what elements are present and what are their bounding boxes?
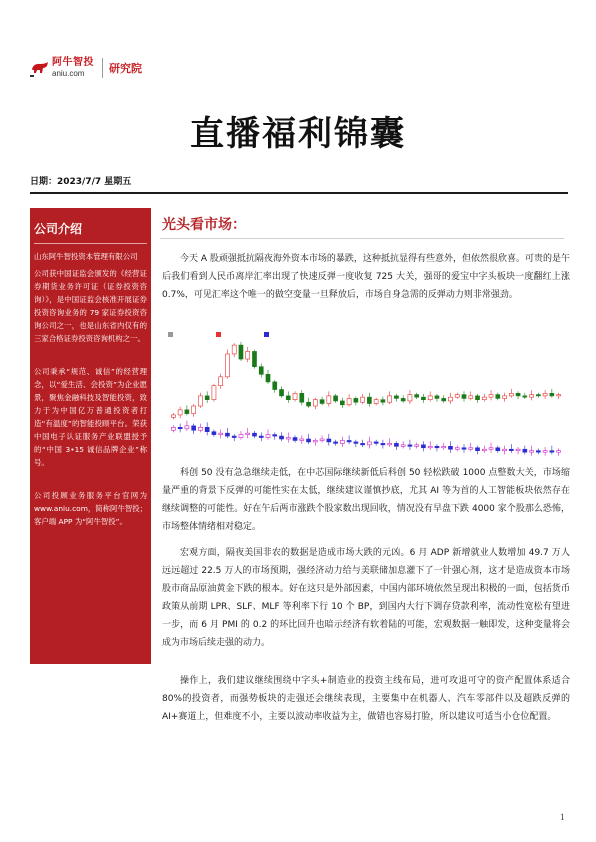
sector-candle: [212, 432, 216, 435]
index-candle: [219, 377, 223, 386]
main-section-header: [162, 214, 570, 239]
index-candle: [259, 367, 263, 375]
index-candle: [178, 410, 182, 415]
index-candle: [313, 400, 317, 406]
index-candle: [293, 393, 297, 399]
paragraph-market-overview: 今天 A 股顽强抵抗隔夜海外资本市场的暴跌，这种抵抗显得有些意外，但依然很欣喜。可贵的是午后我们看到人民币离岸汇率出现了快速反弹一度收复 725 大关，强哥的爱宝中字头板块一度翻红上涨 0.7%，可见汇率这个唯一的做空变量一旦释放后，市场自身急需的反弹动力则非常强劲。: [162, 254, 570, 300]
sector-candle: [509, 449, 513, 450]
sector-candle: [232, 436, 236, 437]
paragraph-operation: 操作上，我们建议继续围绕中字头+制造业的投资主线布局，进可攻退可守的资产配置体系适合 80%的投资者，而强势板块的走强还会继续表现，主要集中在机器人、汽车零部件以及超跌反弹的 AI+赛道上，但难度不小，主要以波动率收益为主，做错也容易打脸，所以建议可适当小仓位配置。: [162, 676, 570, 722]
index-candle: [334, 396, 338, 401]
index-candle: [374, 400, 378, 404]
sector-candle: [354, 442, 358, 443]
index-candle: [550, 393, 554, 396]
brand-domain: aniu.com: [52, 69, 85, 78]
index-candle: [320, 400, 324, 404]
sidebar-heading: 公司介绍: [34, 222, 83, 236]
index-candle: [266, 374, 270, 382]
market-chart: [162, 328, 570, 460]
sector-candle: [178, 427, 182, 428]
index-candle: [475, 396, 479, 400]
index-candle: [185, 410, 189, 414]
index-candle: [354, 398, 358, 402]
index-candle: [300, 393, 304, 402]
index-candle: [388, 396, 392, 402]
index-candle: [455, 395, 459, 398]
sector-candle: [171, 427, 175, 430]
index-candle: [286, 396, 290, 400]
sector-candle: [347, 440, 351, 441]
sector-candle: [469, 448, 473, 449]
sector-candle: [448, 446, 452, 449]
sector-candle: [361, 443, 365, 444]
sector-candle: [273, 435, 277, 436]
index-candle: [482, 397, 486, 400]
index-candle: [212, 386, 216, 400]
sector-candle: [489, 448, 493, 449]
sector-candle: [536, 451, 540, 452]
sidebar-philosophy-text: 公司秉承“规范、诚信”的经营理念，以“爱生活、会投资”为企业愿景，聚焦金融科技及智能投资，致力于为中国亿万普通投资者打造“有温度”的智能投顾平台。荣获中国电子认证服务产业联盟授予的“中国 3•15 诚信品牌企业”称号。: [34, 367, 147, 467]
report-header: [30, 58, 570, 98]
index-candle: [489, 395, 493, 398]
sector-candle: [239, 435, 243, 438]
sector-candle: [259, 436, 263, 437]
index-candle: [516, 393, 520, 396]
index-candle: [421, 397, 425, 400]
sector-candle: [205, 427, 209, 431]
index-candle: [415, 395, 419, 398]
sector-candle: [307, 439, 311, 442]
sector-candle: [279, 436, 283, 439]
sector-candle: [401, 445, 405, 446]
index-candle: [340, 401, 344, 405]
sidebar-company-name: 山东阿牛智投资本管理有限公司: [34, 252, 138, 261]
sector-candle: [340, 440, 344, 443]
sector-candle: [334, 442, 338, 443]
sector-candle: [185, 426, 189, 429]
sector-candle: [482, 449, 486, 450]
sector-candle: [455, 448, 459, 449]
legend-swatch: [264, 332, 269, 337]
sector-candle: [462, 448, 466, 449]
sector-candle: [523, 449, 527, 452]
sector-candle: [320, 439, 324, 440]
index-candle: [232, 345, 236, 354]
paragraph-macro: 宏观方面，隔夜美国非农的数据是造成市场大跌的元凶。6 月 ADP 新增就业人数增加 49.7 万人远远超过 22.5 万人的市场预期，强经济动力给与美联储加息灌下了一针强心剂，这才是造成资本市场股市商品原油黄金下跌的根本。好在这只是外部因素，中国内部环境依然呈现出积极的一面，包括货币政策从前期 LPR、SLF、MLF 等利率下行 10 个 BP，到国内大行下调存贷款利率，流动性宽松有望进一步，而 6 月 PMI 的 0.2 的环比回升也暗示经济有软着陆的可能，宏观数据一触即发，这种变量将会成为市场后续走强的动力。: [162, 548, 570, 648]
institute-label: 研究院: [109, 62, 142, 75]
index-candle: [171, 415, 175, 418]
sector-candle: [421, 445, 425, 448]
index-candle: [279, 390, 283, 396]
legend-swatch: [216, 332, 221, 337]
index-candle: [503, 396, 507, 399]
sector-candle: [435, 446, 439, 447]
sector-candle: [367, 442, 371, 445]
index-candle: [523, 396, 527, 397]
index-candle: [192, 406, 196, 414]
sector-candle: [252, 433, 256, 436]
sector-candle: [442, 446, 446, 447]
index-candle: [543, 393, 547, 396]
section-title: 光头看市场：: [162, 217, 246, 233]
index-candle: [205, 396, 209, 400]
header-divider: [102, 58, 103, 78]
index-candle: [347, 398, 351, 404]
report-title: 直播福利锦囊: [190, 114, 406, 154]
candlestick-chart: [162, 328, 570, 460]
index-candle: [408, 395, 412, 401]
sector-candle: [219, 433, 223, 434]
sector-candle: [286, 438, 290, 439]
sidebar-platform-text: 公司投顾业务服务平台官网为 www.aniu.com，简称阿牛智投；客户端 APP 为“阿牛智投”。: [34, 491, 148, 526]
sector-candle: [496, 448, 500, 451]
index-candle: [327, 396, 331, 404]
legend-swatch: [168, 332, 173, 337]
bull-logo-icon: [30, 59, 50, 77]
index-candle: [557, 395, 561, 396]
sidebar-license-text: 公司获中国证监会颁发的《经营证券期货业务许可证（证券投资咨询）》，是中国证监会核准开展证券投资咨询业务的 79 家证券投资咨询公司之一，也是山东省内仅有的三家合格证券投资咨询机构之一。: [34, 269, 147, 343]
sector-candle: [530, 451, 534, 452]
paragraph-star50: 科创 50 没有急急继续走低，在中芯国际继续新低后科创 50 轻松跌破 1000 点整数大关，市场缩量严重的背景下反弹的可能性实在太低，继续建议谨慎抄底，尤其 AI 等为首的人工智能板块依然存在继续调整的可能性。好在午后两市涨跌个股家数出现回收，情况没有早盘下跌 4000 家个股那么恐怖，市场整体情绪相对稳定。: [162, 468, 570, 532]
sector-candle: [327, 439, 331, 442]
sector-candle: [246, 433, 250, 434]
index-candle: [252, 351, 256, 366]
aniu-logo: [30, 58, 142, 78]
sector-candle: [475, 448, 479, 451]
sector-candle: [503, 449, 507, 450]
header-rule: [30, 192, 568, 194]
index-candle: [307, 402, 311, 406]
index-candle: [536, 395, 540, 396]
sector-candle: [550, 451, 554, 452]
sector-candle: [198, 427, 202, 430]
index-candle: [469, 396, 473, 399]
sector-candle: [543, 451, 547, 452]
index-candle: [394, 396, 398, 399]
index-candle: [367, 397, 371, 403]
sector-candle: [313, 440, 317, 441]
sector-candle: [428, 446, 432, 447]
sector-candle: [192, 426, 196, 430]
sector-candle: [516, 449, 520, 450]
index-candle: [273, 382, 277, 390]
section-rule: [160, 238, 564, 239]
company-sidebar: [30, 208, 151, 664]
index-candle: [509, 393, 513, 396]
sector-candle: [381, 443, 385, 444]
sector-candle: [225, 433, 229, 436]
sector-candle: [374, 442, 378, 443]
index-candle: [381, 400, 385, 403]
index-candle: [246, 351, 250, 359]
sector-candle: [557, 451, 561, 452]
index-candle: [462, 395, 466, 399]
sector-candle: [408, 445, 412, 446]
sector-candle: [415, 445, 419, 446]
index-candle: [435, 396, 439, 399]
index-candle: [361, 397, 365, 402]
report-date: 日期：2023/7/7 星期五: [30, 177, 132, 187]
brand-name: 阿牛智投: [52, 57, 94, 68]
page-number: 1: [560, 812, 565, 822]
index-candle: [496, 395, 500, 399]
sector-candle: [388, 443, 392, 444]
index-candle: [401, 398, 405, 401]
index-candle: [442, 398, 446, 401]
index-candle: [239, 345, 243, 359]
sector-candle: [293, 438, 297, 441]
index-candle: [198, 396, 202, 406]
index-candle: [530, 395, 534, 398]
index-candle: [428, 396, 432, 400]
sector-candle: [300, 439, 304, 440]
sector-candle: [394, 443, 398, 446]
index-candle: [448, 397, 452, 401]
index-candle: [225, 354, 229, 377]
sector-candle: [266, 435, 270, 438]
chart-legend: [168, 332, 269, 337]
sidebar-divider: [34, 243, 147, 244]
